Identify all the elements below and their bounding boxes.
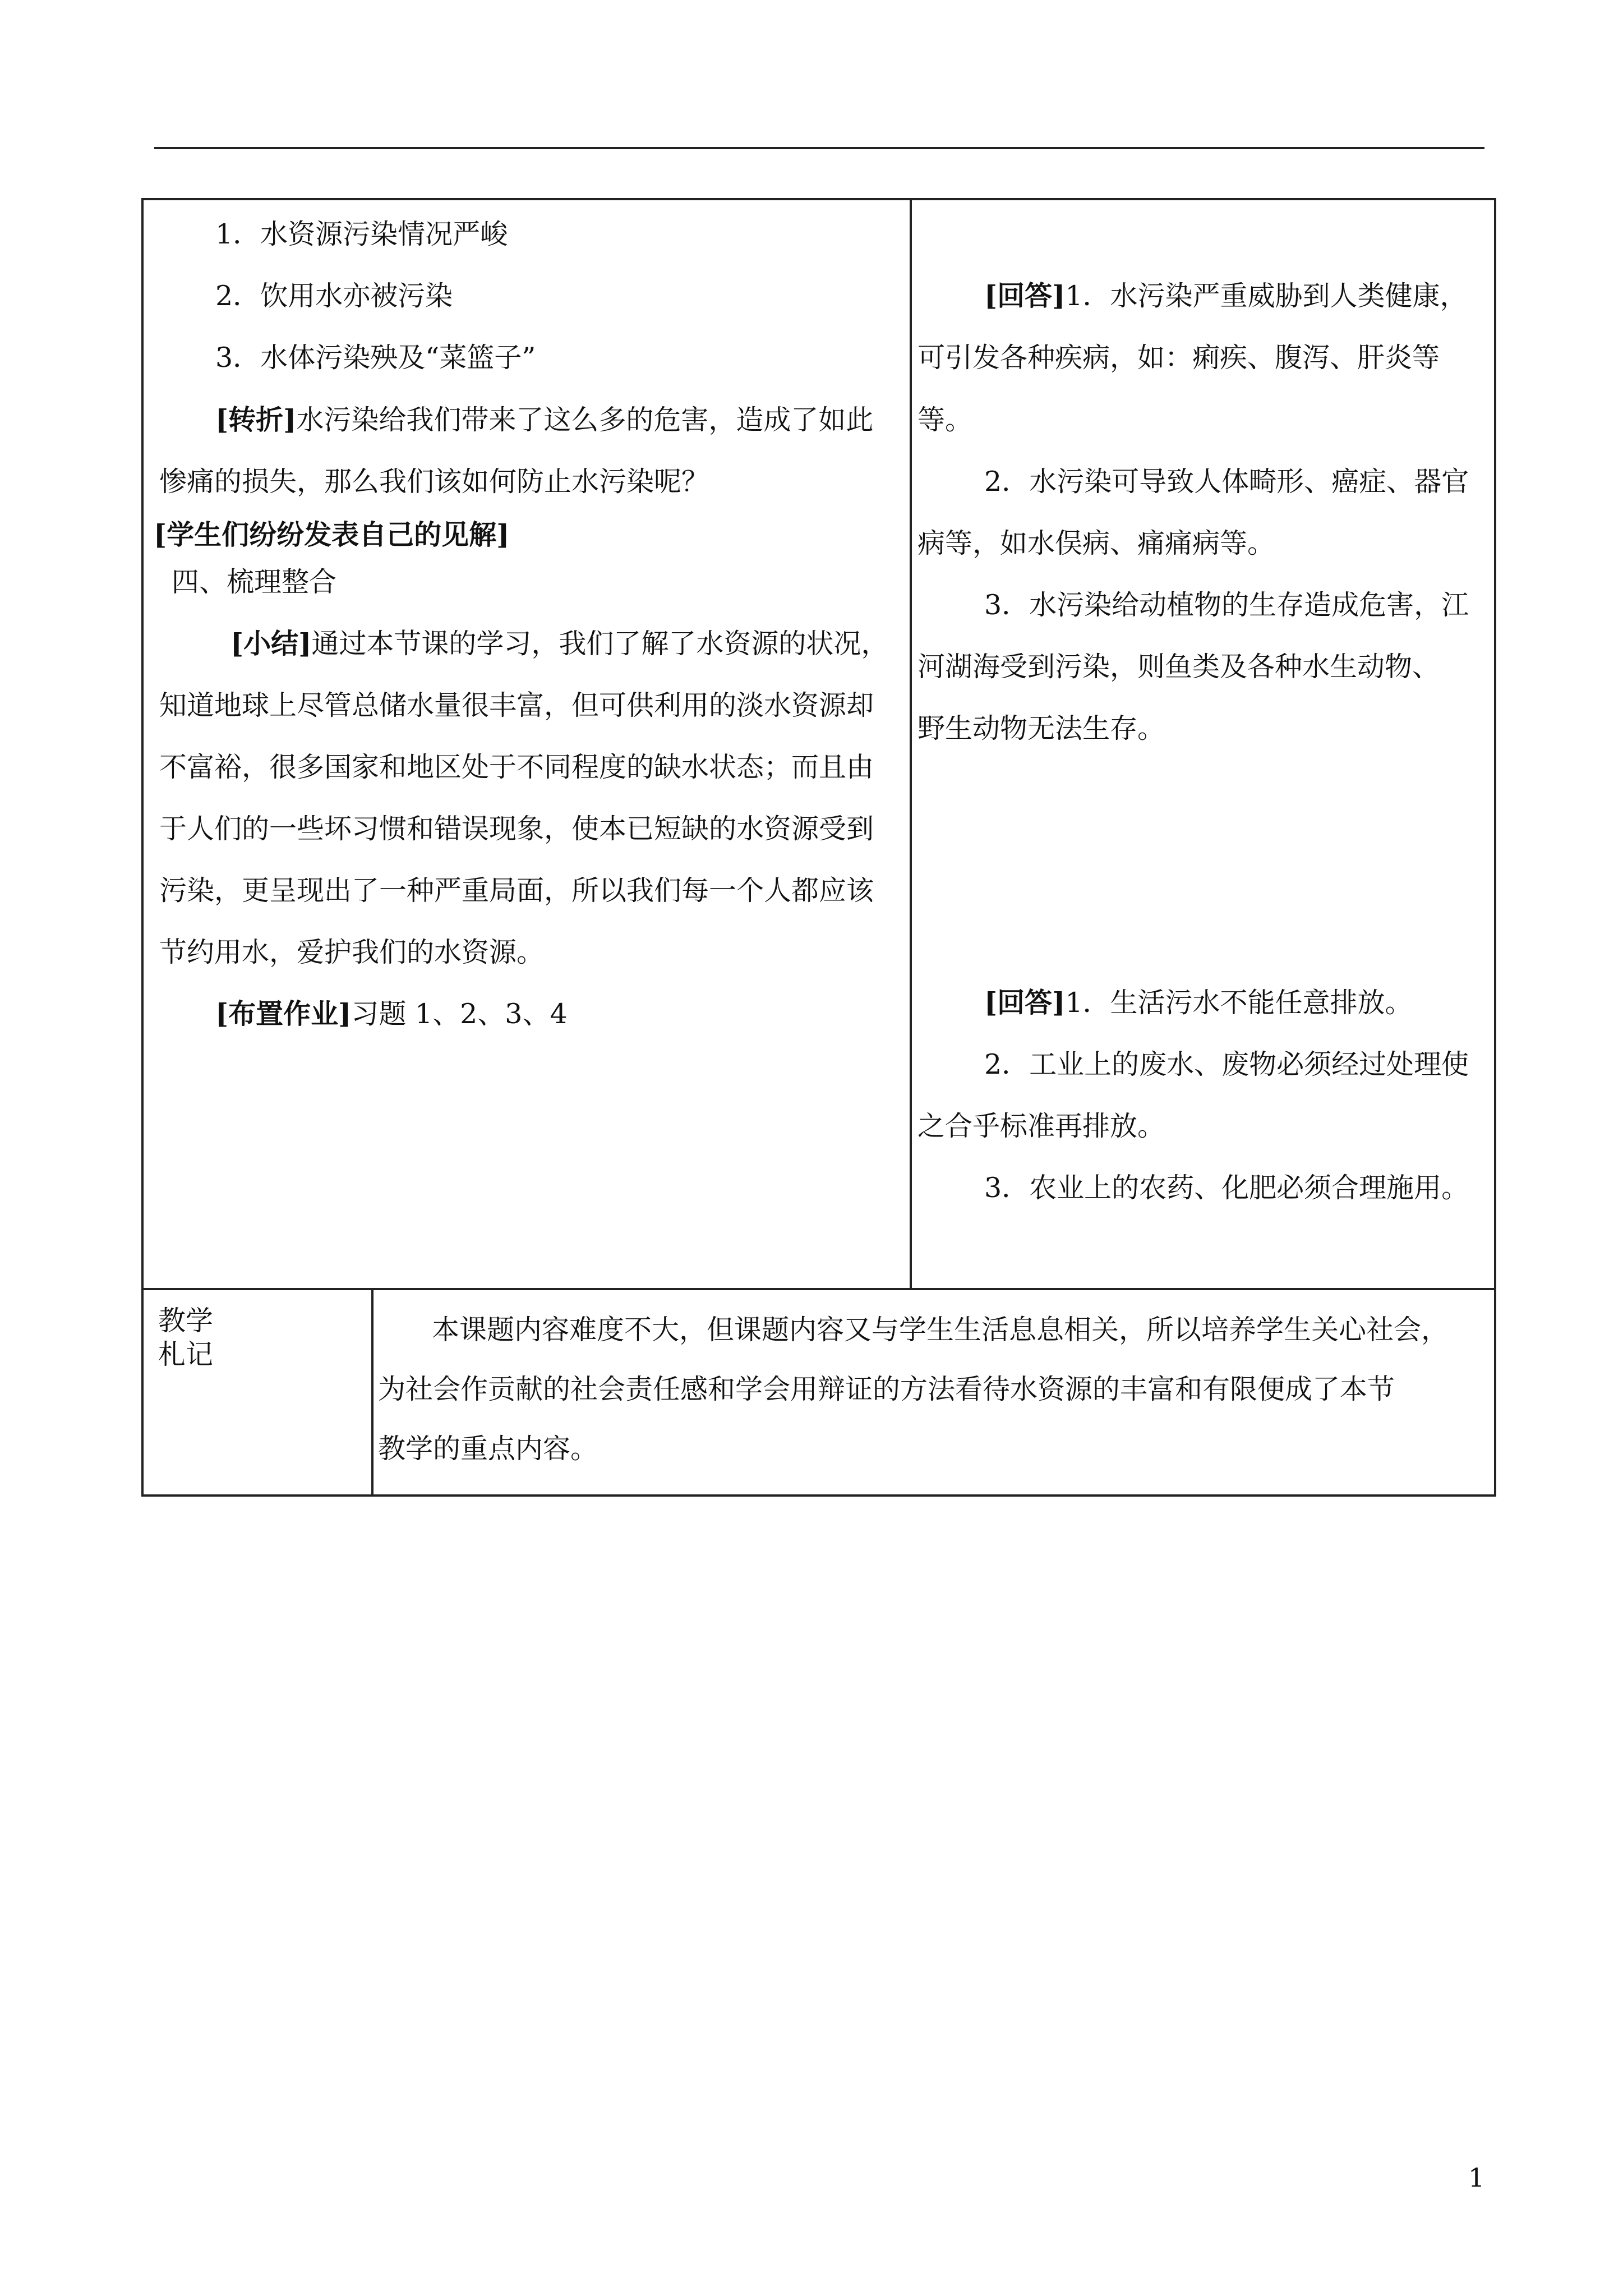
- teaching-notes-text-cell: [374, 1290, 1494, 1494]
- notes-line-1: 本课题内容难度不大，但课题内容又与学生生活息息相关，所以培养学生关心社会，: [432, 1314, 1449, 1346]
- prevention-2-line-2: 之合乎标准再排放。: [917, 1110, 1165, 1142]
- prevention-1-paragraph: [984, 986, 1413, 1019]
- answer-3-line-2: 河湖海受到污染，则鱼类及各种水生动物、: [917, 651, 1440, 683]
- student-views-note: [学生们纷纷发表自己的见解]: [154, 518, 510, 551]
- teaching-notes-label-cell: [144, 1290, 374, 1494]
- answer-tag: [回答]: [984, 279, 1066, 312]
- teacher-activity-cell: [144, 200, 912, 1288]
- summary-line-3: 不富裕，很多国家和地区处于不同程度的缺水状态；而且由: [159, 751, 874, 783]
- pollution-item-1: 1．水资源污染情况严峻: [215, 218, 508, 250]
- transition-line-2: 惨痛的损失，那么我们该如何防止水污染呢？: [159, 466, 709, 498]
- answer-tag-2: [回答]: [984, 986, 1066, 1019]
- summary-line-2: 知道地球上尽管总储水量很丰富，但可供利用的淡水资源却: [159, 689, 874, 721]
- section-heading-four: 四、梳理整合: [172, 566, 337, 598]
- answer-2-line-1: 2．水污染可导致人体畸形、癌症、器官: [984, 466, 1469, 498]
- summary-paragraph: [230, 627, 889, 660]
- answer-1-paragraph: [984, 279, 1468, 312]
- summary-line-6: 节约用水，爱护我们的水资源。: [159, 936, 545, 968]
- lesson-table: [141, 198, 1496, 1497]
- answer-2-line-2: 病等，如水俣病、痛痛病等。: [917, 527, 1275, 559]
- summary-tag: [小结]: [230, 627, 312, 660]
- homework-line: [215, 997, 568, 1030]
- homework-text: 习题 1、2、3、4: [351, 998, 568, 1030]
- notes-label-line-2: 札记: [158, 1338, 214, 1370]
- lesson-content-row: [144, 200, 1494, 1288]
- summary-line-1: 通过本节课的学习，我们了解了水资源的状况，: [311, 628, 889, 660]
- transition-paragraph: [215, 403, 874, 436]
- transition-tag: [转折]: [215, 403, 297, 436]
- header-rule: [154, 147, 1484, 149]
- pollution-item-3: 3．水体污染殃及“菜篮子”: [215, 342, 536, 374]
- answer-3-line-3: 野生动物无法生存。: [917, 712, 1165, 744]
- summary-line-5: 污染，更呈现出了一种严重局面，所以我们每一个人都应该: [159, 875, 874, 907]
- answer-1-line-3: 等。: [917, 404, 973, 436]
- summary-line-4: 于人们的一些坏习惯和错误现象，使本已短缺的水资源受到: [159, 813, 874, 845]
- answer-1-line-2: 可引发各种疾病，如：痢疾、腹泻、肝炎等: [917, 342, 1440, 374]
- pollution-item-2: 2．饮用水亦被污染: [215, 280, 453, 312]
- homework-tag: [布置作业]: [215, 997, 352, 1030]
- notes-line-2: 为社会作贡献的社会责任感和学会用辩证的方法看待水资源的丰富和有限便成了本节: [378, 1373, 1395, 1405]
- page-number: 1: [1468, 2162, 1485, 2193]
- teaching-notes-row: [144, 1288, 1494, 1494]
- prevention-3-line: 3．农业上的农药、化肥必须合理施用。: [984, 1172, 1469, 1204]
- answer-1-line-1: 1．水污染严重威胁到人类健康，: [1065, 280, 1468, 312]
- prevention-2-line-1: 2．工业上的废水、废物必须经过处理使: [984, 1048, 1469, 1080]
- notes-label-line-1: 教学: [158, 1305, 214, 1337]
- notes-line-3: 教学的重点内容。: [378, 1433, 598, 1465]
- student-activity-cell: [912, 200, 1494, 1288]
- prevention-1-line: 1．生活污水不能任意排放。: [1065, 987, 1413, 1019]
- answer-3-line-1: 3．水污染给动植物的生存造成危害，江: [984, 589, 1469, 621]
- transition-line-1: 水污染给我们带来了这么多的危害，造成了如此: [296, 404, 874, 436]
